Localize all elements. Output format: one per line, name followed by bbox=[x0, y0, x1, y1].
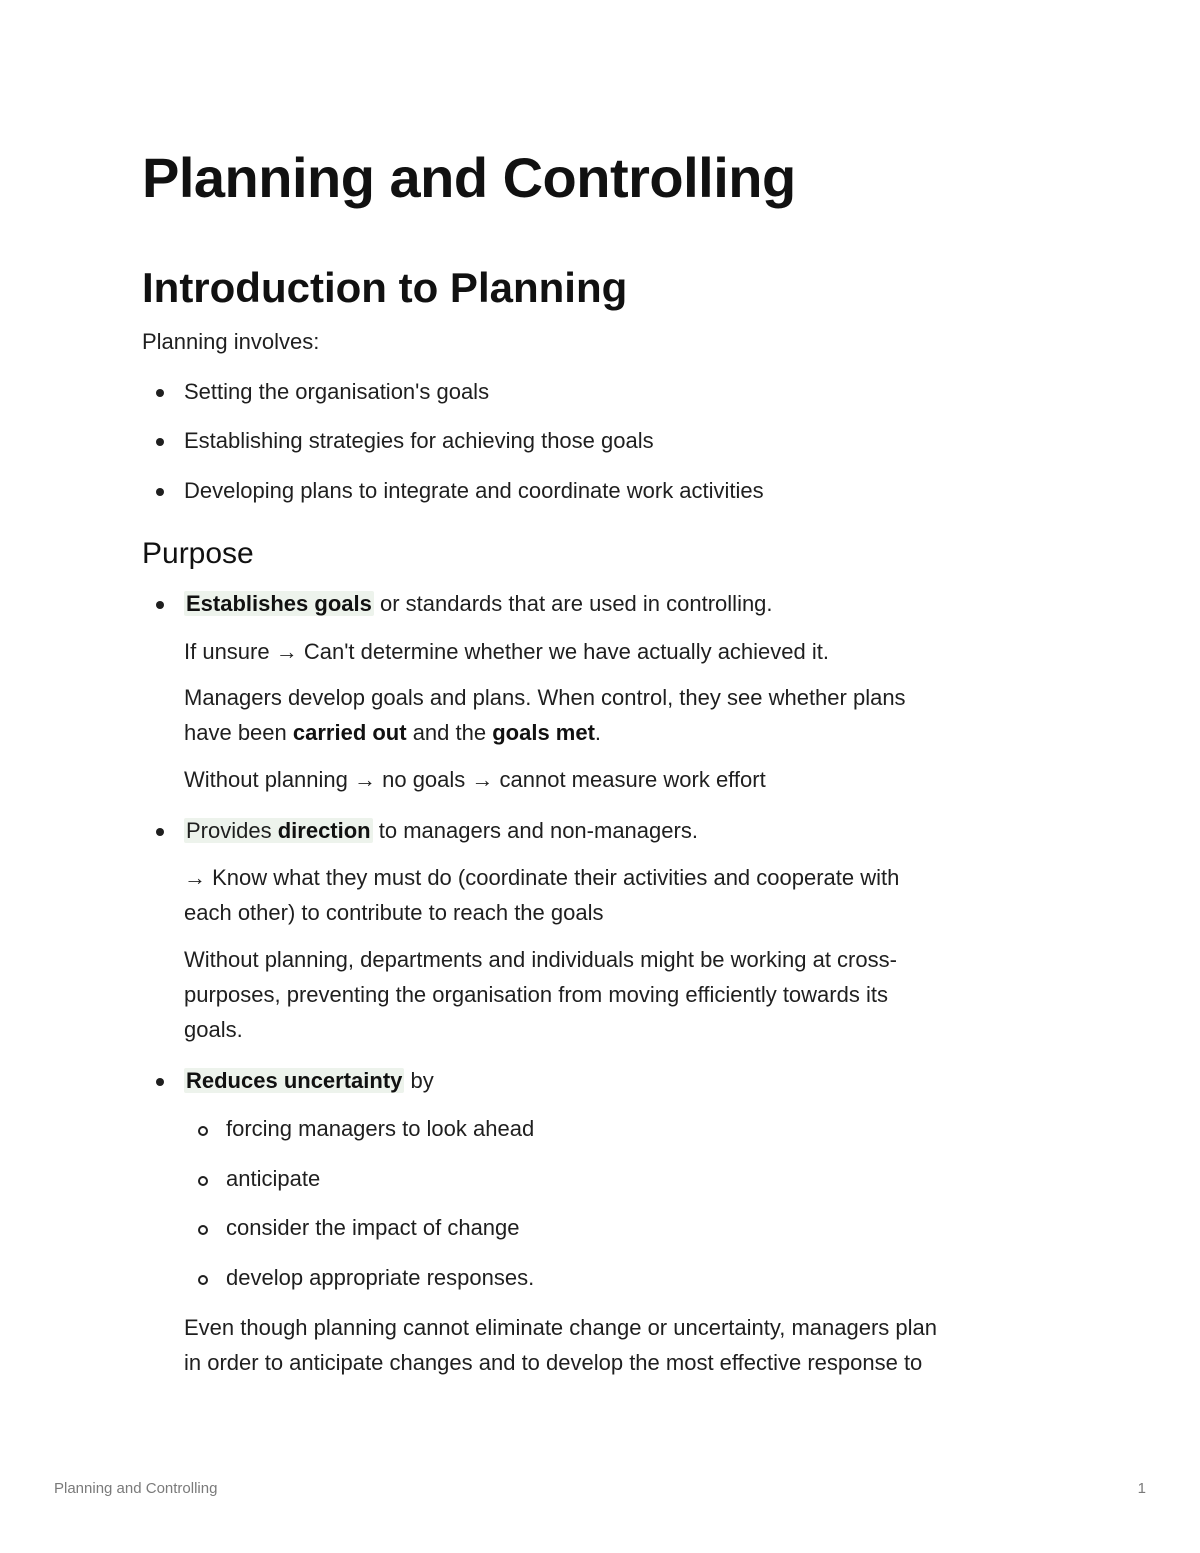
text: . bbox=[594, 720, 602, 745]
sub-list-item: anticipate bbox=[226, 1166, 321, 1191]
bullet-dot bbox=[156, 1078, 164, 1086]
bold-text: direction bbox=[277, 818, 371, 843]
sub-bullet-ring bbox=[198, 1176, 208, 1186]
bold-text: carried out bbox=[292, 720, 407, 745]
sub-list-item: forcing managers to look ahead bbox=[226, 1116, 535, 1141]
bullet-dot bbox=[156, 601, 164, 609]
purpose-item-direction bbox=[184, 813, 698, 848]
paragraph: If unsure → Can't determine whether we have actually achieved it. bbox=[184, 639, 829, 664]
purpose-heading: Purpose bbox=[142, 537, 254, 570]
bullet-dot bbox=[156, 488, 164, 496]
paragraph: → Know what they must do (coordinate their activities and cooperate with bbox=[184, 865, 900, 890]
highlight-term: Establishes goals bbox=[186, 591, 372, 616]
list-item: Setting the organisation's goals bbox=[184, 379, 490, 404]
bullet-dot bbox=[156, 438, 164, 446]
paragraph: Without planning → no goals → cannot measure work effort bbox=[184, 767, 766, 792]
paragraph bbox=[184, 715, 601, 750]
paragraph: each other) to contribute to reach the goals bbox=[184, 900, 604, 925]
intro-text: Planning involves: bbox=[142, 329, 320, 354]
page-title: Planning and Controlling bbox=[142, 146, 796, 209]
sub-bullet-ring bbox=[198, 1275, 208, 1285]
text: and the bbox=[406, 720, 493, 745]
paragraph: goals. bbox=[184, 1017, 243, 1042]
text: have been bbox=[184, 720, 293, 745]
sub-list-item: consider the impact of change bbox=[226, 1215, 520, 1240]
item-text: to managers and non-managers. bbox=[372, 818, 698, 843]
page-number: 1 bbox=[1137, 1480, 1146, 1497]
sub-bullet-ring bbox=[198, 1126, 208, 1136]
purpose-item-goals bbox=[184, 586, 773, 621]
bullet-dot bbox=[156, 828, 164, 836]
sub-list-item: develop appropriate responses. bbox=[226, 1265, 535, 1290]
paragraph: Even though planning cannot eliminate change or uncertainty, managers plan bbox=[184, 1315, 937, 1340]
paragraph: in order to anticipate changes and to develop the most effective response to bbox=[184, 1350, 923, 1375]
paragraph: purposes, preventing the organisation from moving efficiently towards its bbox=[184, 982, 888, 1007]
list-item: Establishing strategies for achieving those goals bbox=[184, 428, 654, 453]
section-heading: Introduction to Planning bbox=[142, 264, 628, 311]
paragraph: Managers develop goals and plans. When control, they see whether plans bbox=[184, 685, 906, 710]
bullet-dot bbox=[156, 389, 164, 397]
sub-bullet-ring bbox=[198, 1225, 208, 1235]
highlight-term: Reduces uncertainty bbox=[186, 1068, 403, 1093]
list-item: Developing plans to integrate and coordinate work activities bbox=[184, 478, 764, 503]
item-text: or standards that are used in controlling. bbox=[373, 591, 773, 616]
footer-title: Planning and Controlling bbox=[54, 1480, 218, 1497]
item-text: by bbox=[404, 1068, 434, 1093]
highlight-term bbox=[184, 818, 373, 843]
text: Provides bbox=[186, 818, 278, 843]
purpose-item-uncertainty bbox=[184, 1063, 434, 1098]
paragraph: Without planning, departments and individuals might be working at cross- bbox=[184, 947, 897, 972]
bold-text: goals met bbox=[492, 720, 595, 745]
